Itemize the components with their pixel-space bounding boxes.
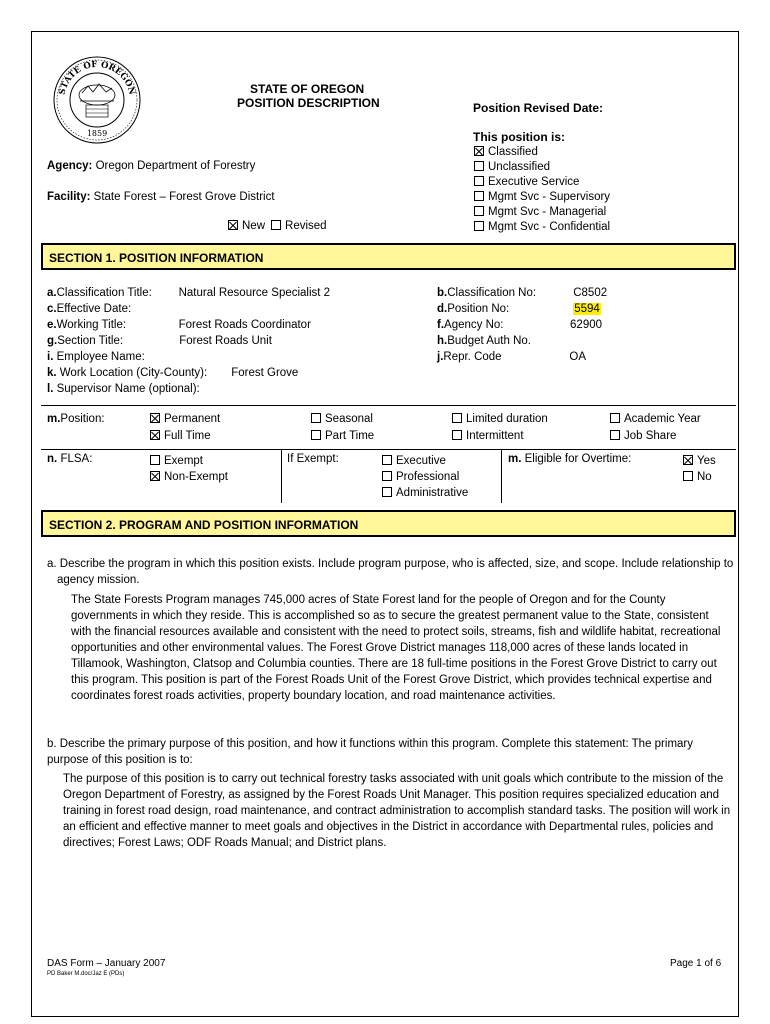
position-type-option: [474, 205, 610, 220]
field-label: Position No:: [447, 303, 510, 315]
position-type-option-checkbox[interactable]: [474, 206, 484, 216]
field-letter: e.: [47, 319, 57, 331]
position-option-label: Part Time: [325, 430, 375, 442]
exempt-type-option-label: Professional: [396, 471, 460, 483]
position-option: [311, 413, 373, 425]
field-label: Working Title:: [56, 319, 127, 331]
position-type-option-label: Unclassified: [488, 161, 550, 173]
field-label: Effective Date:: [56, 303, 132, 315]
question-a: a. Describe the program in which this position exists. Include program purpose, who is affected, size, and scope. Include relationship to agency mission.: [47, 558, 734, 586]
field-label: Budget Auth No.: [447, 335, 531, 347]
if-exempt-label: If Exempt:: [287, 453, 339, 465]
field-value: 5594: [574, 303, 600, 315]
field-letter: i.: [47, 351, 54, 363]
agency-label: Agency:: [47, 160, 93, 172]
field-row: [47, 317, 330, 333]
footer-file: PD Baker M.doc/Jaz E (PDs): [47, 971, 125, 977]
field-letter: a.: [47, 287, 57, 299]
position-label-text: Position:: [60, 413, 105, 425]
position-type-option-label: Executive Service: [488, 176, 580, 188]
flsa-options: [150, 453, 228, 485]
field-label: Supervisor Name (optional):: [53, 383, 200, 395]
new-revised-option-label: New: [242, 220, 266, 232]
position-type-option: [474, 175, 610, 190]
agency-row: [47, 160, 255, 172]
position-option-label: Limited duration: [466, 413, 548, 425]
field-row: [47, 285, 330, 301]
field-value: Forest Grove: [231, 367, 299, 379]
field-row: [47, 333, 330, 349]
field-row: [437, 333, 607, 349]
field-row: [47, 365, 330, 381]
exempt-type-option-label: Executive: [396, 455, 446, 467]
section1-right-fields: [437, 285, 607, 365]
field-label: Section Title:: [57, 335, 124, 347]
field-row: [47, 381, 330, 397]
position-type-option-label: Classified: [488, 146, 538, 158]
position-option-checkbox[interactable]: [311, 413, 321, 423]
new-revised-option-label: Revised: [285, 220, 327, 232]
position-type-option-checkbox[interactable]: [474, 161, 484, 171]
field-letter: k.: [47, 367, 57, 379]
new-revised-option-checkbox[interactable]: [228, 220, 238, 230]
position-option: [610, 413, 701, 425]
new-revised-option: [228, 220, 265, 232]
facility-value: State Forest – Forest Grove District: [93, 191, 275, 203]
position-letter: m.: [47, 413, 61, 425]
position-type-option-label: Mgmt Svc - Supervisory: [488, 191, 611, 203]
overtime-label-text: Eligible for Overtime:: [524, 453, 632, 465]
footer-form: DAS Form – January 2007: [47, 958, 166, 969]
answer-a: The State Forests Program manages 745,000 acres of State Forest land for the people of Oregon and for the County governments in which they reside. This is accomplished so as to secure the greatest permanent value to the State, consistent with the financial resources available and consistent with the need to protect soils, streams, fish and wildlife habitat, recreational opportunities and other environmental values. The Forest Grove District manages 118,000 acres of these lands located in Tillamook, Washington, Clatsop and Columbia counties. There are 18 full-time positions in the Forest Grove District to carry out this program. This position is part of the Forest Roads Unit of the Forest Grove District, which provides technical expertise and coordinates forest roads activities, property boundary location, and road maintenance activities.: [71, 594, 721, 702]
flsa-option: [150, 469, 228, 485]
field-letter: j.: [437, 351, 444, 363]
position-option-checkbox[interactable]: [452, 430, 462, 440]
exempt-type-option: [382, 453, 468, 469]
section1-header: SECTION 1. POSITION INFORMATION: [41, 243, 736, 270]
new-revised-checkboxes: [228, 220, 333, 232]
agency-value: Oregon Department of Forestry: [95, 160, 256, 172]
position-option: [150, 413, 220, 425]
section2-header: SECTION 2. PROGRAM AND POSITION INFORMATION: [41, 510, 736, 537]
position-type-option: [474, 160, 610, 175]
svg-text:STATE OF OREGON: STATE OF OREGON: [57, 59, 137, 96]
exempt-type-option-label: Administrative: [396, 487, 469, 499]
exempt-type-option: [382, 469, 468, 485]
flsa-option-label: Non-Exempt: [164, 471, 228, 483]
field-label: Repr. Code: [443, 351, 502, 363]
position-label: [47, 413, 105, 425]
field-row: [437, 301, 607, 317]
overtime-label: [508, 453, 631, 465]
field-letter: f.: [437, 319, 445, 331]
field-row: [437, 349, 607, 365]
field-value: OA: [569, 351, 587, 363]
position-option-label: Job Share: [624, 430, 677, 442]
flsa-option: [150, 453, 228, 469]
exempt-type-option: [382, 485, 468, 501]
position-type-option-label: Mgmt Svc - Confidential: [488, 221, 611, 233]
field-letter: b.: [437, 287, 448, 299]
overtime-option-checkbox[interactable]: [683, 455, 693, 465]
field-row: [47, 301, 330, 317]
overtime-option: [683, 453, 716, 469]
position-option-checkbox[interactable]: [150, 413, 160, 423]
exempt-type-option-checkbox[interactable]: [382, 455, 392, 465]
position-type-option-checkbox[interactable]: [474, 191, 484, 201]
field-label: Work Location (City-County):: [56, 367, 208, 379]
new-revised-option-checkbox[interactable]: [271, 220, 281, 230]
field-label: Agency No:: [444, 319, 504, 331]
position-option-label: Intermittent: [466, 430, 524, 442]
new-revised-option: [271, 220, 327, 232]
flsa-option-checkbox[interactable]: [150, 455, 160, 465]
position-option-label: Permanent: [164, 413, 221, 425]
field-label: Employee Name:: [53, 351, 145, 363]
divider: [41, 405, 736, 406]
position-type-option-checkbox[interactable]: [474, 146, 484, 156]
field-letter: d.: [437, 303, 448, 315]
field-value: Forest Roads Unit: [179, 335, 272, 347]
position-option-checkbox[interactable]: [150, 430, 160, 440]
exempt-type-options: [382, 453, 468, 501]
position-option-checkbox[interactable]: [610, 413, 620, 423]
field-row: [47, 349, 330, 365]
exempt-type-option-checkbox[interactable]: [382, 487, 392, 497]
divider: [281, 449, 282, 503]
divider: [41, 449, 736, 450]
position-option: [452, 413, 548, 425]
position-type-option-checkbox[interactable]: [474, 221, 484, 231]
svg-text:1859: 1859: [86, 129, 108, 138]
position-option: [150, 430, 211, 442]
position-is-options: [474, 145, 610, 235]
document-subtitle: POSITION DESCRIPTION: [237, 96, 380, 110]
field-row: [437, 317, 607, 333]
overtime-option-checkbox[interactable]: [683, 471, 693, 481]
position-option-label: Full Time: [164, 430, 211, 442]
position-option-checkbox[interactable]: [610, 430, 620, 440]
position-option-label: Seasonal: [325, 413, 373, 425]
position-option: [452, 430, 524, 442]
field-label: Classification Title:: [56, 287, 152, 299]
flsa-label-text: FLSA:: [60, 453, 93, 465]
field-value: Forest Roads Coordinator: [178, 319, 311, 331]
position-type-option: [474, 220, 610, 235]
field-value: Natural Resource Specialist 2: [178, 287, 331, 299]
position-option-label: Academic Year: [624, 413, 701, 425]
position-type-option-checkbox[interactable]: [474, 176, 484, 186]
answer-b: The purpose of this position is to carry out technical forestry tasks associated with unit goals which contribute to the mission of the Oregon Department of Forestry, as assigned by the Forest Roads Unit Manager. This position requires specialized education and training in forest road design, road maintenance, and contract administration to accomplish standard tasks. The position will work in an efficient and effective manner to meet goals and objectives in the District in accordance with Departmental rules, policies and directives; Forest Laws; ODF Roads Manual; and District plans.: [63, 773, 731, 849]
question-b: b. Describe the primary purpose of this position, and how it functions within this program. Complete this statement: The primary purpose of this position is to:: [47, 738, 693, 766]
position-type-option-label: Mgmt Svc - Managerial: [488, 206, 607, 218]
field-letter: c.: [47, 303, 57, 315]
section1-left-fields: [47, 285, 330, 397]
position-option: [610, 430, 676, 442]
facility-row: [47, 191, 275, 203]
overtime-options: [683, 453, 716, 485]
revised-date-label: Position Revised Date:: [473, 101, 604, 115]
flsa-label: [47, 453, 92, 465]
divider: [501, 449, 502, 503]
exempt-type-option-checkbox[interactable]: [382, 471, 392, 481]
flsa-option-label: Exempt: [164, 455, 203, 467]
field-letter: h.: [437, 335, 448, 347]
position-type-option: [474, 190, 610, 205]
position-option-checkbox[interactable]: [452, 413, 462, 423]
overtime-option: [683, 469, 716, 485]
flsa-option-checkbox[interactable]: [150, 471, 160, 481]
overtime-letter: m.: [508, 453, 522, 465]
position-is-label: This position is:: [473, 130, 565, 144]
position-option: [311, 430, 374, 442]
overtime-option-label: No: [697, 471, 712, 483]
field-label: Classification No:: [447, 287, 537, 299]
state-seal-icon: [52, 55, 142, 145]
field-value: 62900: [570, 319, 603, 331]
field-row: [437, 285, 607, 301]
position-type-option: [474, 145, 610, 160]
field-letter: l.: [47, 383, 54, 395]
position-option-checkbox[interactable]: [311, 430, 321, 440]
flsa-letter: n.: [47, 453, 58, 465]
footer-page: Page 1 of 6: [670, 958, 722, 969]
overtime-option-label: Yes: [697, 455, 716, 467]
facility-label: Facility:: [47, 191, 91, 203]
field-value: C8502: [573, 287, 608, 299]
document-title: STATE OF OREGON: [250, 82, 365, 96]
field-letter: g.: [47, 335, 58, 347]
